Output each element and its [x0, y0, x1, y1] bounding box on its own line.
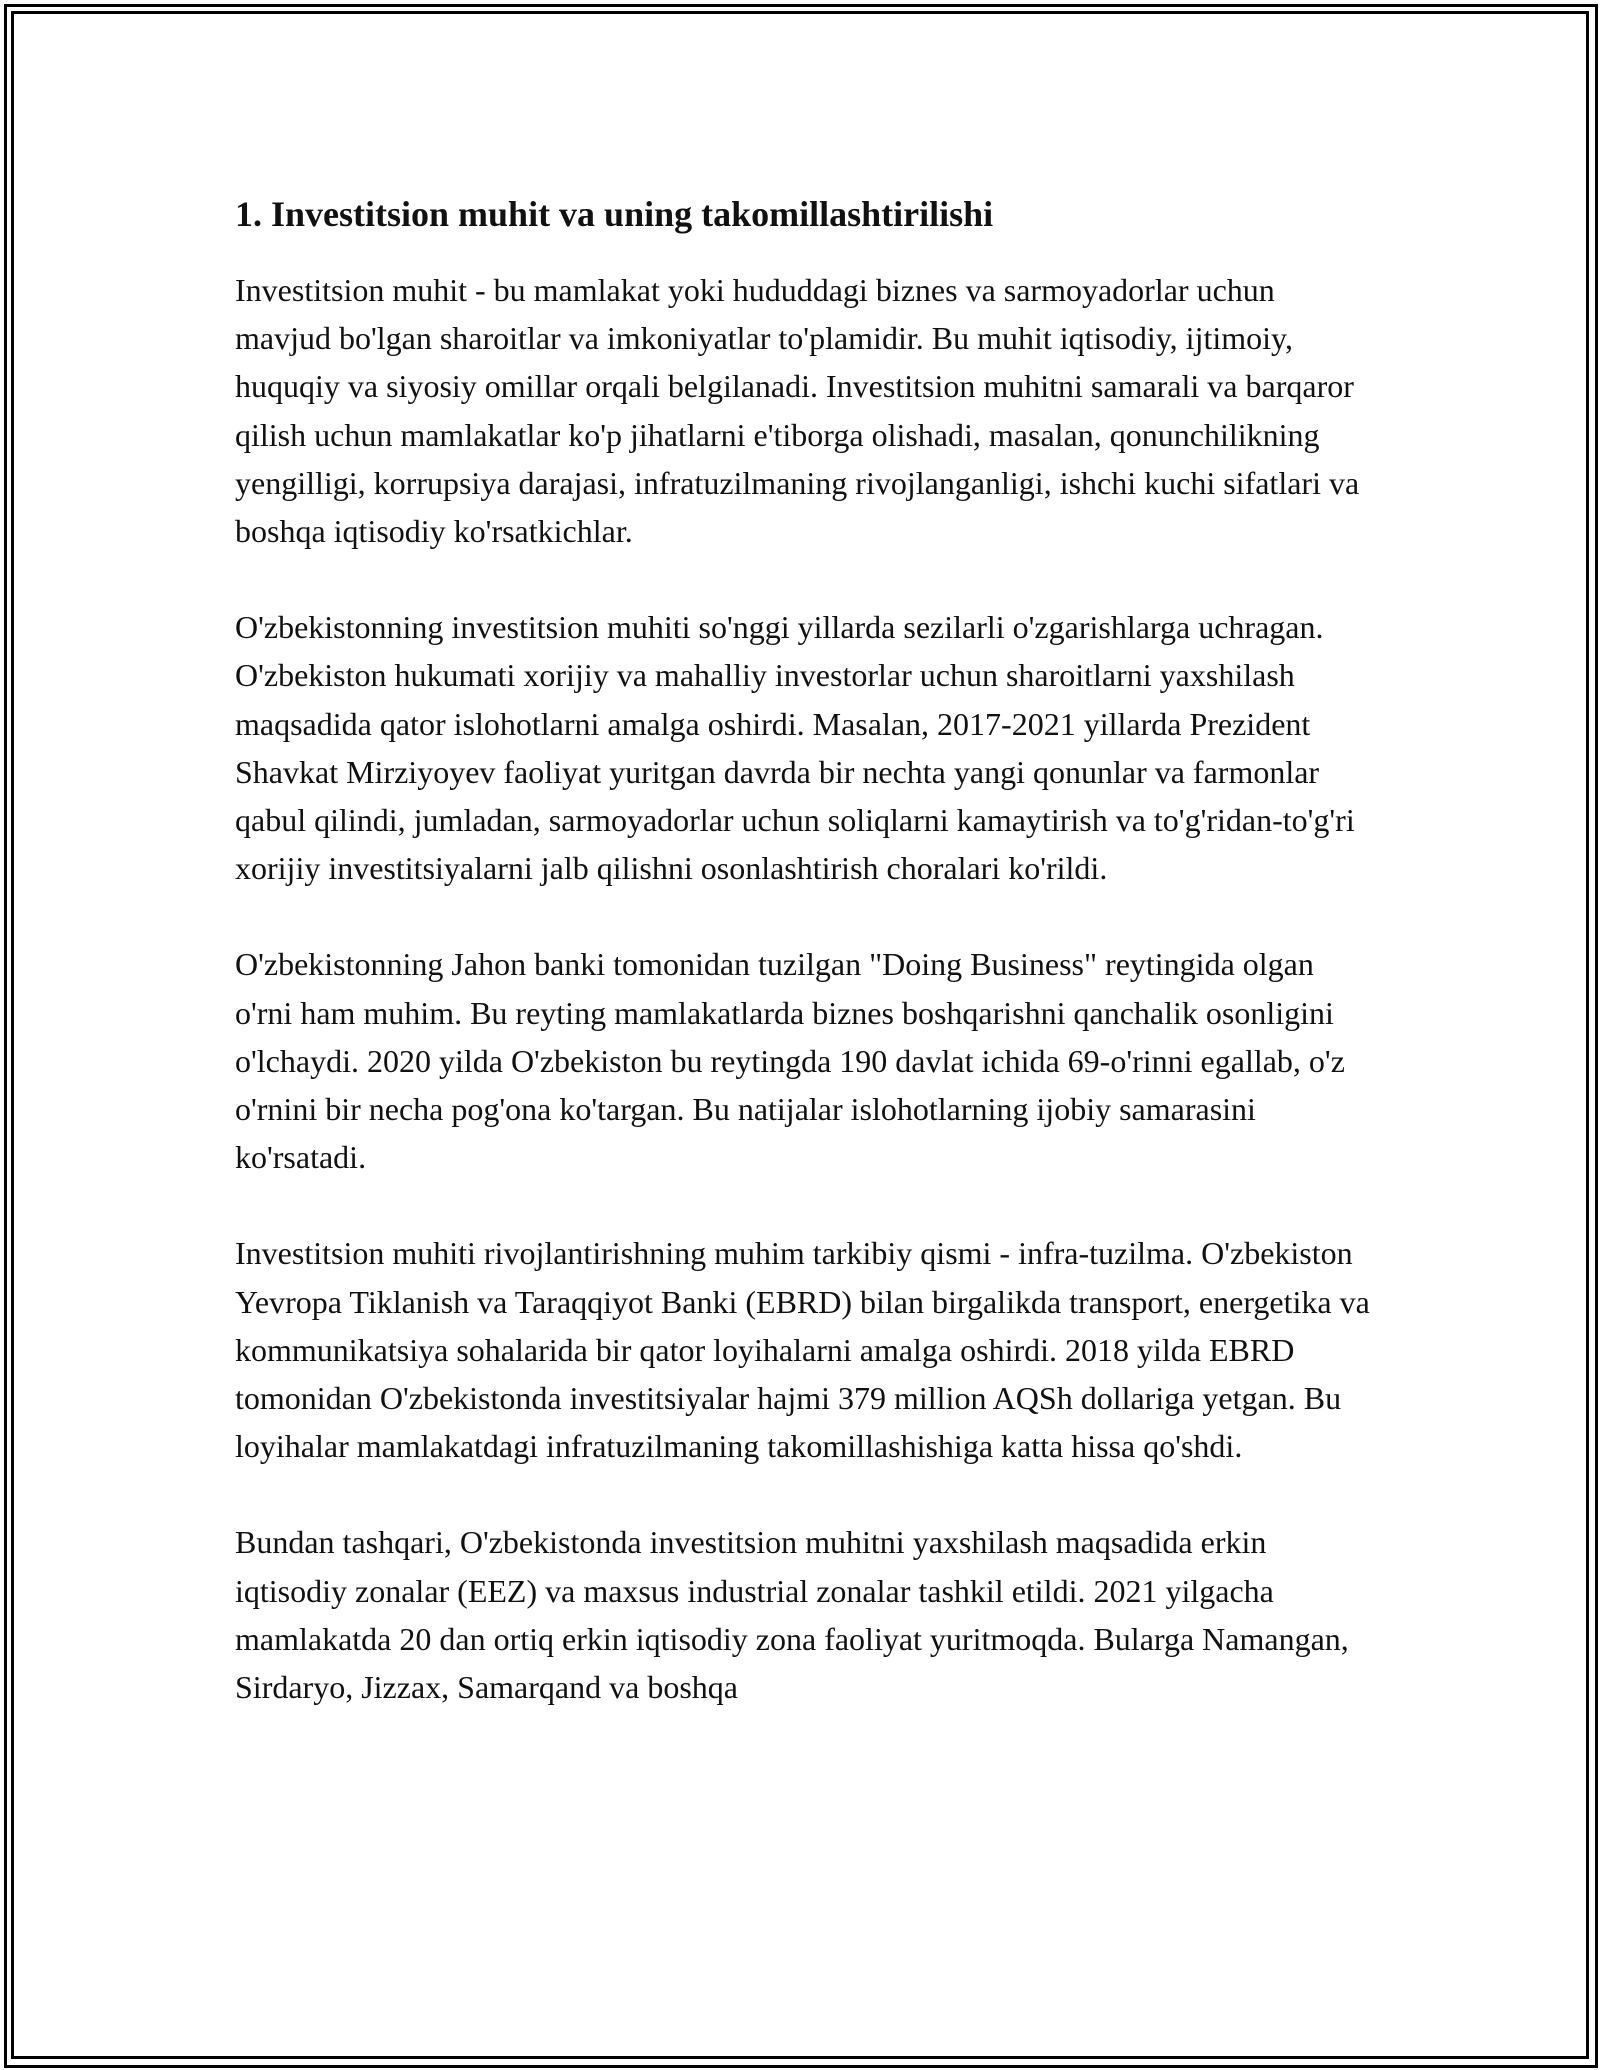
- section-heading: 1. Investitsion muhit va uning takomillashtirilishi: [235, 194, 994, 234]
- paragraph-doing-business-rating: O'zbekistonning Jahon banki tomonidan tuzilgan "Doing Business" reytingida olgan o'rni ham muhim. Bu reyting mamlakatlarda biznes boshqarishni qanchalik osonligini o'lchaydi. 2020 yilda O'zbekiston bu reytingda 190 davlat ichida 69-o'rinni egallab, o'z o'rnini bir necha pog'ona ko'targan. Bu natijalar islohotlarning ijobiy samarasini ko'rsatadi.: [235, 946, 1345, 1176]
- document-body: [235, 188, 1375, 1711]
- paragraph-uzbekistan-reforms: O'zbekistonning investitsion muhiti so'nggi yillarda sezilarli o'zgarishlarga uchragan. O'zbekiston hukumati xorijiy va mahalliy investorlar uchun sharoitlarni yaxshilash maqsadida qator islohotlarni amalga oshirdi. Masalan, 2017-2021 yillarda Prezident Shavkat Mirziyoyev faoliyat yuritgan davrda bir nechta yangi qonunlar va farmonlar qabul qilindi, jumladan, sarmoyadorlar uchun soliqlarni kamaytirish va to'g'ridan-to'g'ri xorijiy investitsiyalarni jalb qilishni osonlashtirish choralari ko'rildi.: [235, 609, 1355, 887]
- paragraph-free-economic-zones: Bundan tashqari, O'zbekistonda investitsion muhitni yaxshilash maqsadida erkin iqtisodiy zonalar (EEZ) va maxsus industrial zonalar tashkil etildi. 2021 yilgacha mamlakatda 20 dan ortiq erkin iqtisodiy zona faoliyat yuritmoqda. Bularga Namangan, Sirdaryo, Jizzax, Samarqand va boshqa: [235, 1524, 1349, 1706]
- paragraph-investment-definition: Investitsion muhit - bu mamlakat yoki hududdagi biznes va sarmoyadorlar uchun mavjud bo'lgan sharoitlar va imkoniyatlar to'plamidir. Bu muhit iqtisodiy, ijtimoiy, huquqiy va siyosiy omillar orqali belgilanadi. Investitsion muhitni samarali va barqaror qilish uchun mamlakatlar ko'p jihatlarni e'tiborga olishadi, masalan, qonunchilikning yengilligi, korrupsiya darajasi, infratuzilmaning rivojlanganligi, ishchi kuchi sifatlari va boshqa iqtisodiy ko'rsatkichlar.: [235, 272, 1360, 550]
- paragraph-infrastructure-ebrd: Investitsion muhiti rivojlantirishning muhim tarkibiy qismi - infra-tuzilma. O'zbekiston Yevropa Tiklanish va Taraqqiyot Banki (EBRD) bilan birgalikda transport, energetika va kommunikatsiya sohalarida bir qator loyihalarni amalga oshirdi. 2018 yilda EBRD tomonidan O'zbekistonda investitsiyalar hajmi 379 million AQSh dollariga yetgan. Bu loyihalar mamlakatdagi infratuzilmaning takomillashishiga katta hissa qo'shdi.: [235, 1235, 1370, 1465]
